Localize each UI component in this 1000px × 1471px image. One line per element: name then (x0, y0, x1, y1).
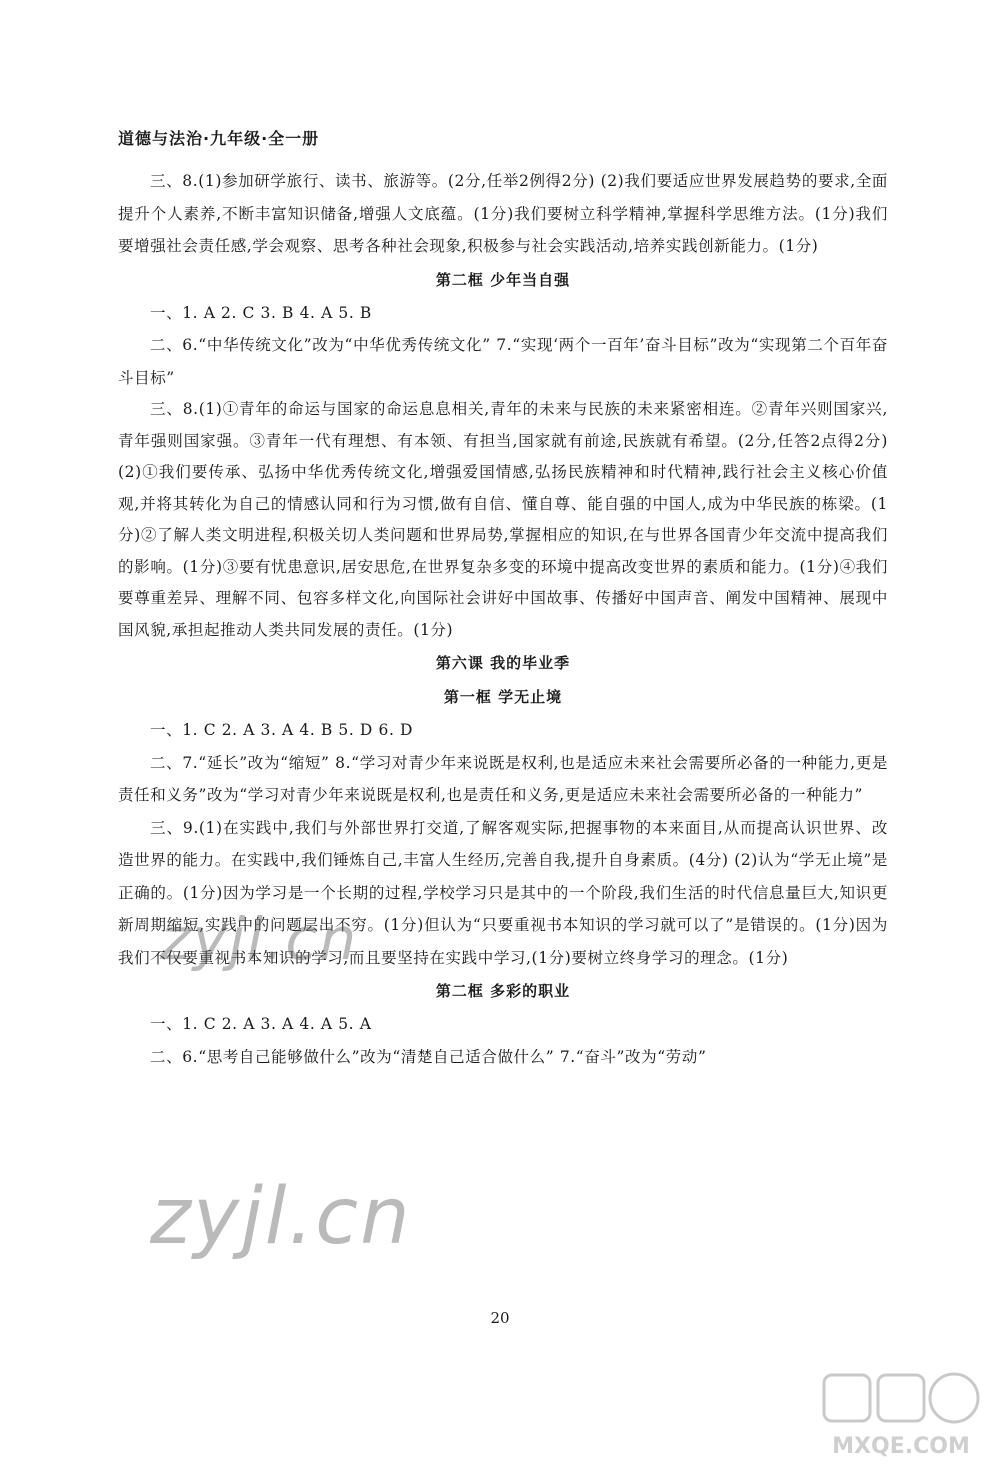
section-heading: 第二框 少年当自强 (435, 270, 571, 289)
answer-content (118, 165, 888, 1073)
watermark: zyjl.cn (160, 905, 359, 973)
answer-paragraph: 一、1. C 2. A 3. A 4. A 5. A (150, 1015, 372, 1033)
answer-paragraph: 一、1. A 2. C 3. B 4. A 5. B (150, 303, 372, 322)
corner-logo (816, 1369, 986, 1461)
page-number: 20 (490, 1309, 510, 1327)
watermark: zyjl.cn (150, 1172, 412, 1262)
section-heading: 第二框 多彩的职业 (435, 982, 571, 1000)
section-heading: 第一框 学无止境 (443, 688, 563, 706)
running-header: 道德与法治·九年级·全一册 (118, 129, 320, 148)
answer-paragraph: 二、7.“延长”改为“缩短” 8.“学习对青少年来说既是权利,也是适应未来社会需要所必备的一种能力,更是责任和义务”改为“学习对青少年来说既是权利,也是责任和义务,更是适应未来社会需要所必备的一种能力” (118, 753, 888, 804)
answer-paragraph: 三、9.(1)在实践中,我们与外部世界打交道,了解客观实际,把握事物的本来面目,从而提高认识世界、改造世界的能力。在实践中,我们锤炼自己,丰富人生经历,完善自我,提升自身素质。(4分) (2)认为“学无止境”是正确的。(1分)因为学习是一个长期的过程,学校学习只是其中的一个阶段,我们生活的时代信息量巨大,知识更新周期缩短,实践中的问题层出不穷。(1分)但认为“只要重视书本知识的学习就可以了”是错误的。(1分)因为我们不仅要重视书本知识的学习,而且要坚持在实践中学习,(1分)要树立终身学习的理念。(1分) (118, 818, 888, 967)
lesson-heading: 第六课 我的毕业季 (435, 654, 571, 672)
corner-logo-text: MXQE.COM (832, 1434, 970, 1459)
answer-paragraph: 三、8.(1)参加研学旅行、读书、旅游等。(2分,任举2例得2分) (2)我们要适应世界发展趋势的要求,全面提升个人素养,不断丰富知识储备,增强人文底蕴。(1分)我们要树立科学精神,掌握科学思维方法。(1分)我们要增强社会责任感,学会观察、思考各种社会现象,积极参与社会实践活动,培养实践创新能力。(1分) (118, 172, 888, 255)
answer-paragraph: 二、6.“中华传统文化”改为“中华优秀传统文化” 7.“实现‘两个一百年’奋斗目标”改为“实现第二个百年奋斗目标” (118, 336, 888, 387)
answer-paragraph: 三、8.(1)①青年的命运与国家的命运息息相关,青年的未来与民族的未来紧密相连。②青年兴则国家兴,青年强则国家强。③青年一代有理想、有本领、有担当,国家就有前途,民族就有希望。(2分,任答2点得2分) (2)①我们要传承、弘扬中华优秀传统文化,增强爱国情感,弘扬民族精神和时代精神,践行社会主义核心价值观,并将其转化为自己的情感认同和行为习惯,做有自信、懂自尊、能自强的中国人,成为中华民族的栋梁。(1分)②了解人类文明进程,积极关切人类问题和世界局势,掌握相应的知识,在与世界各国青少年交流中提高我们的影响。(1分)③要有忧患意识,居安思危,在世界复杂多变的环境中提高改变世界的素质和能力。(1分)④我们要尊重差异、理解不同、包容多样文化,向国际社会讲好中国故事、传播好中国声音、阐发中国精神、展现中国风貌,承担起推动人类共同发展的责任。(1分) (118, 400, 888, 639)
answer-paragraph: 二、6.“思考自己能够做什么”改为“清楚自己适合做什么” 7.“奋斗”改为“劳动” (150, 1047, 707, 1066)
answer-paragraph: 一、1. C 2. A 3. A 4. B 5. D 6. D (150, 721, 414, 739)
